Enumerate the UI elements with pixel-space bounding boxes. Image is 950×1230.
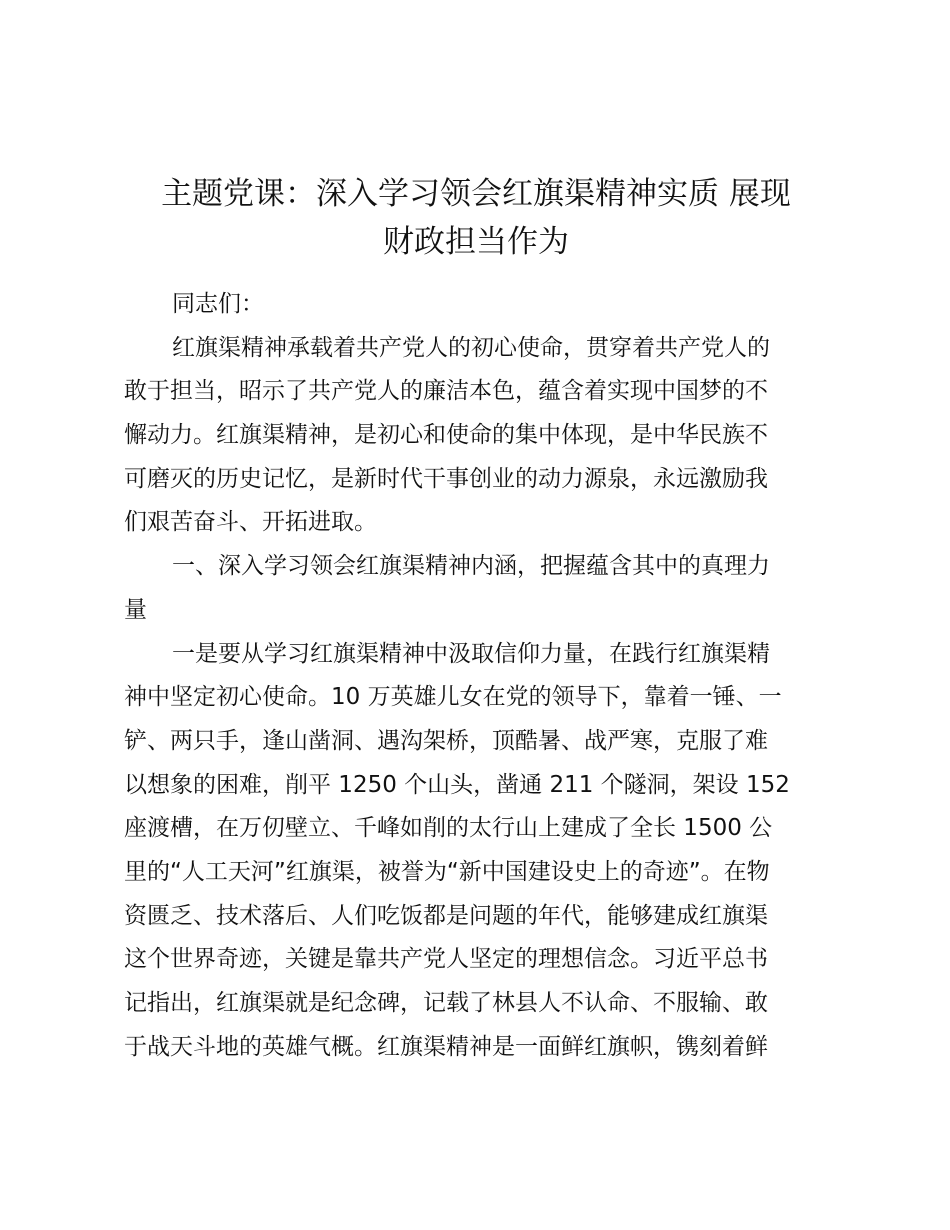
paragraph-2-line-4: 以想象的困难，削平 1250 个山头，凿通 211 个隧洞，架设 152 (124, 771, 790, 798)
paragraph-2-line-7: 资匮乏、技术落后、人们吃饭都是问题的年代，能够建成红旗渠 (124, 902, 768, 929)
document-title (120, 170, 832, 266)
paragraph-1-line-4: 可磨灭的历史记忆，是新时代干事创业的动力源泉，永远激励我 (124, 465, 768, 492)
section-heading-line-1: 一、深入学习领会红旗渠精神内涵，把握蕴含其中的真理力 (172, 553, 770, 580)
document-body (124, 283, 836, 1069)
paragraph-1-line-2: 敢于担当，昭示了共产党人的廉洁本色，蕴含着实现中国梦的不 (124, 378, 768, 405)
paragraph-2-line-3: 铲、两只手，逢山凿洞、遇沟架桥，顶酷暑、战严寒，克服了难 (124, 727, 768, 754)
section-heading-line-2: 量 (124, 596, 147, 623)
paragraph-2-line-8: 这个世界奇迹，关键是靠共产党人坚定的理想信念。习近平总书 (124, 946, 768, 973)
paragraph-2-line-2: 神中坚定初心使命。10 万英雄儿女在党的领导下，靠着一锤、一 (124, 684, 782, 711)
title-line-1: 主题党课：深入学习领会红旗渠精神实质 展现 (161, 176, 791, 212)
paragraph-2-line-10: 于战天斗地的英雄气概。红旗渠精神是一面鲜红旗帜，镌刻着鲜 (124, 1033, 768, 1060)
paragraph-1-line-3: 懈动力。红旗渠精神，是初心和使命的集中体现，是中华民族不 (124, 422, 768, 449)
paragraph-2-line-6: 里的“人工天河”红旗渠，被誉为“新中国建设史上的奇迹”。在物 (124, 858, 770, 885)
paragraph-1-line-5: 们艰苦奋斗、开拓进取。 (124, 509, 377, 536)
paragraph-2-line-9: 记指出，红旗渠就是纪念碑，记载了林县人不认命、不服输、敢 (124, 990, 768, 1016)
paragraph-2-line-1: 一是要从学习红旗渠精神中汲取信仰力量，在践行红旗渠精 (172, 640, 770, 667)
paragraph-2-line-5: 座渡槽，在万仞壁立、千峰如削的太行山上建成了全长 1500 公 (124, 815, 773, 842)
paragraph-1-line-1: 红旗渠精神承载着共产党人的初心使命，贯穿着共产党人的 (172, 334, 770, 361)
salutation: 同志们： (172, 291, 264, 317)
title-line-2: 财政担当作为 (383, 224, 569, 260)
